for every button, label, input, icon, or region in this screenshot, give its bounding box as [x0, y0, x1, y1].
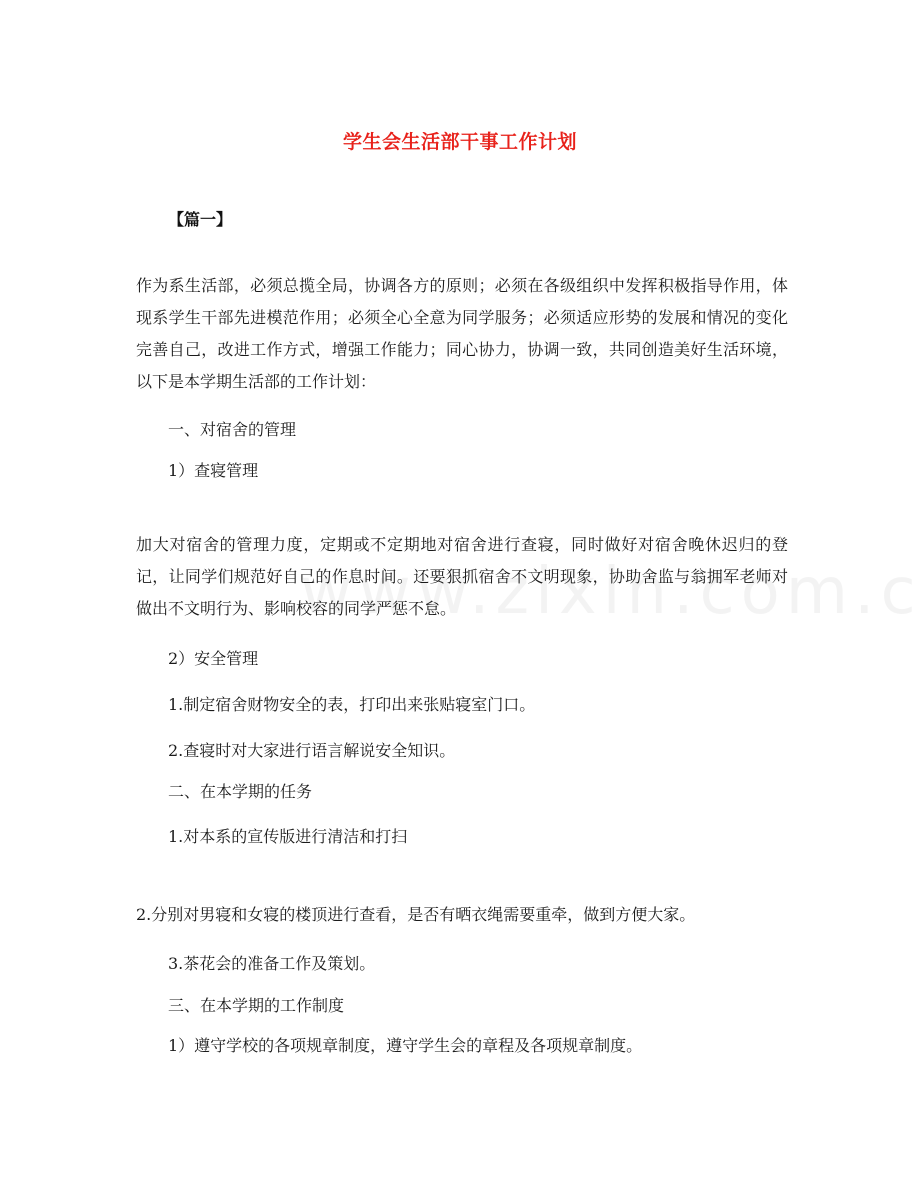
- subheading-safety: 2）安全管理: [168, 649, 259, 668]
- list-item-task-1: 1.对本系的宣传版进行清洁和打扫: [168, 827, 408, 846]
- section-label: 【篇一】: [168, 210, 233, 229]
- list-item-rule-1: 1）遵守学校的各项规章制度，遵守学生会的章程及各项规章制度。: [168, 1036, 643, 1055]
- list-item-task-3: 3.茶花会的准备工作及策划。: [168, 954, 376, 973]
- intro-paragraph: 作为系生活部，必须总揽全局，协调各方的原则；必须在各级组织中发挥积极指导作用，体现系学生干部先进模范作用；必须全心全意为同学服务；必须适应形势的发展和情况的变化完善自己，改进工作方式，增强工作能力；同心协力，协调一致，共同创造美好生活环境，以下是本学期生活部的工作计划：: [136, 276, 788, 391]
- document-title: 学生会生活部干事工作计划: [342, 131, 577, 153]
- subheading-dorm-check: 1）查寝管理: [168, 461, 259, 480]
- list-item-safety-1: 1.制定宿舍财物安全的表，打印出来张贴寝室门口。: [168, 695, 536, 714]
- heading-semester-tasks: 二、在本学期的任务: [168, 782, 313, 801]
- heading-dorm-management: 一、对宿舍的管理: [168, 420, 297, 439]
- list-item-task-2: 2.分别对男寝和女寝的楼顶进行查看，是否有晒衣绳需要重牵，做到方便大家。: [136, 905, 696, 924]
- list-item-safety-2: 2.查寝时对大家进行语言解说安全知识。: [168, 741, 456, 760]
- heading-work-rules: 三、在本学期的工作制度: [168, 996, 345, 1015]
- paragraph-dorm-check: 加大对宿舍的管理力度，定期或不定期地对宿舍进行查寝，同时做好对宿舍晚休迟归的登记，让同学们规范好自己的作息时间。还要狠抓宿舍不文明现象，协助舍监与翁拥军老师对做出不文明行为、影响校容的同学严惩不怠。: [136, 535, 788, 618]
